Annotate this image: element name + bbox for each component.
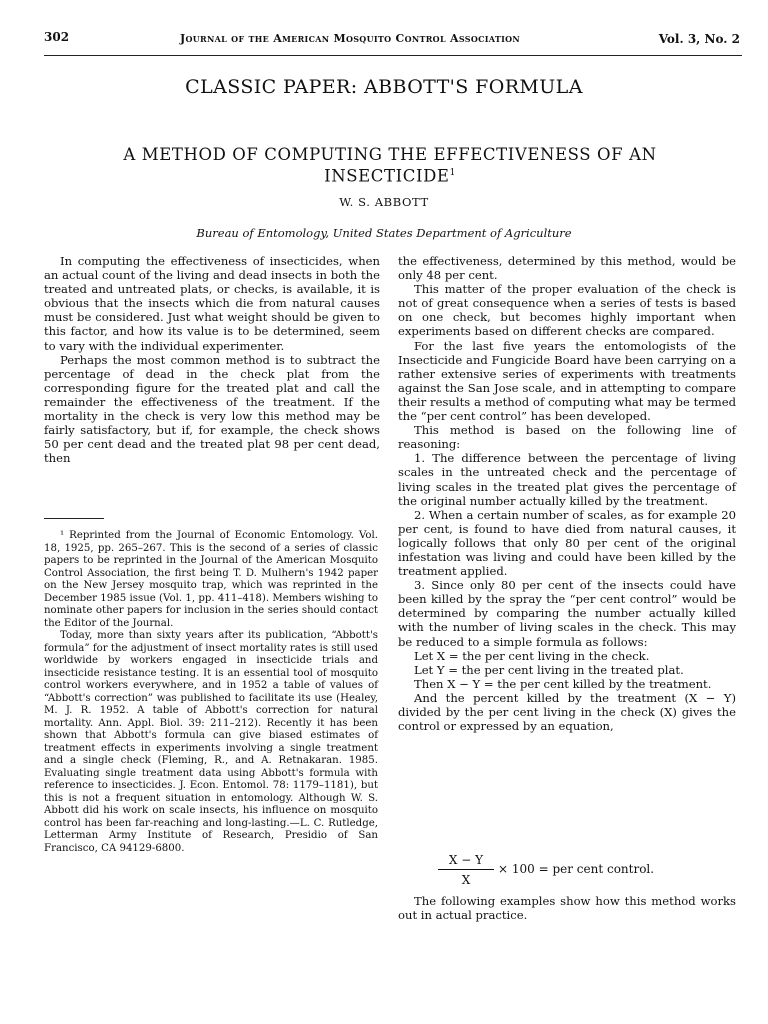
- formula-rest: × 100 = per cent control.: [498, 862, 655, 876]
- author: W. S. ABBOTT: [339, 195, 429, 209]
- paragraph: In computing the effectiveness of insecticides, when an actual count of the living and dead insects in both the treated and untreated plats, or checks, is available, it is obvious that the insects which die from natural causes must be considered. Just what weight should be given to this factor, and how its value is to be determined, seem to vary with the individual experimenter.: [44, 254, 380, 353]
- paragraph: For the last five years the entomologists of the Insecticide and Fungicide Board have been carrying on a rather extensive series of experiments with treatments against the San Jose scale, and in attempting to compare their results a method of computing what may be termed the “per cent control” has been developed.: [398, 338, 736, 424]
- formula-fraction: [438, 852, 494, 888]
- formula-denominator: X: [461, 873, 471, 887]
- footnotes: [44, 530, 378, 855]
- paragraph: Let X = the per cent living in the check.: [414, 648, 650, 663]
- paragraph: Then X − Y = the per cent killed by the treatment.: [414, 676, 712, 691]
- paragraph: the effectiveness, determined by this method, would be only 48 per cent.: [398, 254, 736, 283]
- header-rule: [44, 55, 742, 56]
- paragraph: 1. The difference between the percentage of living scales in the untreated check and the percentage of living scales in the treated plat gives the percentage of the original number actually killed by the treatment.: [398, 451, 736, 508]
- article-title: [70, 146, 710, 186]
- paragraph: Perhaps the most common method is to subtract the percentage of dead in the check plat from the corresponding figure for the treated plat and call the remainder the effectiveness of the treatment. If the mortality in the check is very low this method may be fairly satisfactory, but if, for example, the check shows 50 per cent dead and the treated plat 98 per cent dead, then: [44, 352, 380, 466]
- classic-paper-title: CLASSIC PAPER: ABBOTT'S FORMULA: [185, 76, 583, 98]
- paragraph: 3. Since only 80 per cent of the insects could have been killed by the spray the “per cent control” would be determined by comparing the number actually killed with the number of living scales in the check. This may be reduced to a simple formula as follows:: [398, 578, 736, 649]
- left-column: [44, 254, 380, 465]
- paragraph: 2. When a certain number of scales, as for example 20 per cent, is found to have died from natural causes, it logically follows that only 80 per cent of the original infestation was living and could have been killed by the treatment applied.: [398, 507, 736, 579]
- formula-numerator: X − Y: [448, 853, 484, 867]
- footnote-rule: [44, 518, 104, 519]
- affiliation: Bureau of Entomology, United States Department of Agriculture: [196, 226, 572, 240]
- paragraph: The following examples show how this method works out in actual practice.: [398, 894, 736, 923]
- page-number: 302: [44, 30, 70, 44]
- closing-paragraph: [398, 894, 736, 922]
- paragraph: This method is based on the following line of reasoning:: [398, 423, 736, 452]
- right-column: [398, 254, 736, 733]
- footnote: Today, more than sixty years after its publication, “Abbott's formula” for the adjustment of insect mortality rates is still used worldwide by workers engaged in insecticide trials and insecticide resistance testing. It is an essential tool of mosquito control workers everywhere, and in 1952 a table of values of “Abbott's correction” was published to facilitate its use (Healey, M. J. R. 1952. A table of Abbott's correction for natural mortality. Ann. Appl. Biol. 39: 211–212). Recently it has been shown that Abbott's formula can give biased estimates of treatment effects in experiments involving a single treatment and a single check (Fleming, R., and A. Retnakaran. 1985. Evaluating single treatment data using Abbott's formula with reference to insecticides. J. Econ. Entomol. 78: 1179–1181), but this is not a frequent situation in entomology. Although W. S. Abbott did his work on scale insects, his influence on mosquito control has been far-reaching and long-lasting.—L. C. Rutledge, Letterman Army Institute of Research, Presidio of San Francisco, CA 94129-6800.: [44, 630, 378, 854]
- paragraph: Let Y = the per cent living in the treated plat.: [414, 662, 684, 677]
- footnote-marker: 1: [449, 168, 456, 178]
- running-head: [44, 30, 744, 52]
- paragraph: And the percent killed by the treatment (X − Y) divided by the per cent living in the check (X) gives the control or expressed by an equation,: [398, 690, 736, 734]
- formula: [398, 852, 736, 892]
- article-title-text: A METHOD OF COMPUTING THE EFFECTIVENESS OF AN INSECTICIDE: [123, 145, 657, 186]
- fraction-bar: [438, 869, 494, 870]
- journal-name: Journal of the American Mosquito Control Association: [180, 32, 521, 45]
- footnote: ¹ Reprinted from the Journal of Economic Entomology. Vol. 18, 1925, pp. 265–267. This is the second of a series of classic papers to be reprinted in the Journal of the American Mosquito Control Association, the first being T. D. Mulhern's 1942 paper on the New Jersey mosquito trap, which was reprinted in the December 1985 issue (Vol. 1, pp. 411–418). Members wishing to nominate other papers for inclusion in the series should contact the Editor of the Journal.: [44, 530, 378, 629]
- volume-issue: Vol. 3, No. 2: [658, 32, 740, 46]
- paragraph: This matter of the proper evaluation of the check is not of great consequence when a series of tests is based on one check, but becomes highly important when experiments based on different checks are compared.: [398, 282, 736, 339]
